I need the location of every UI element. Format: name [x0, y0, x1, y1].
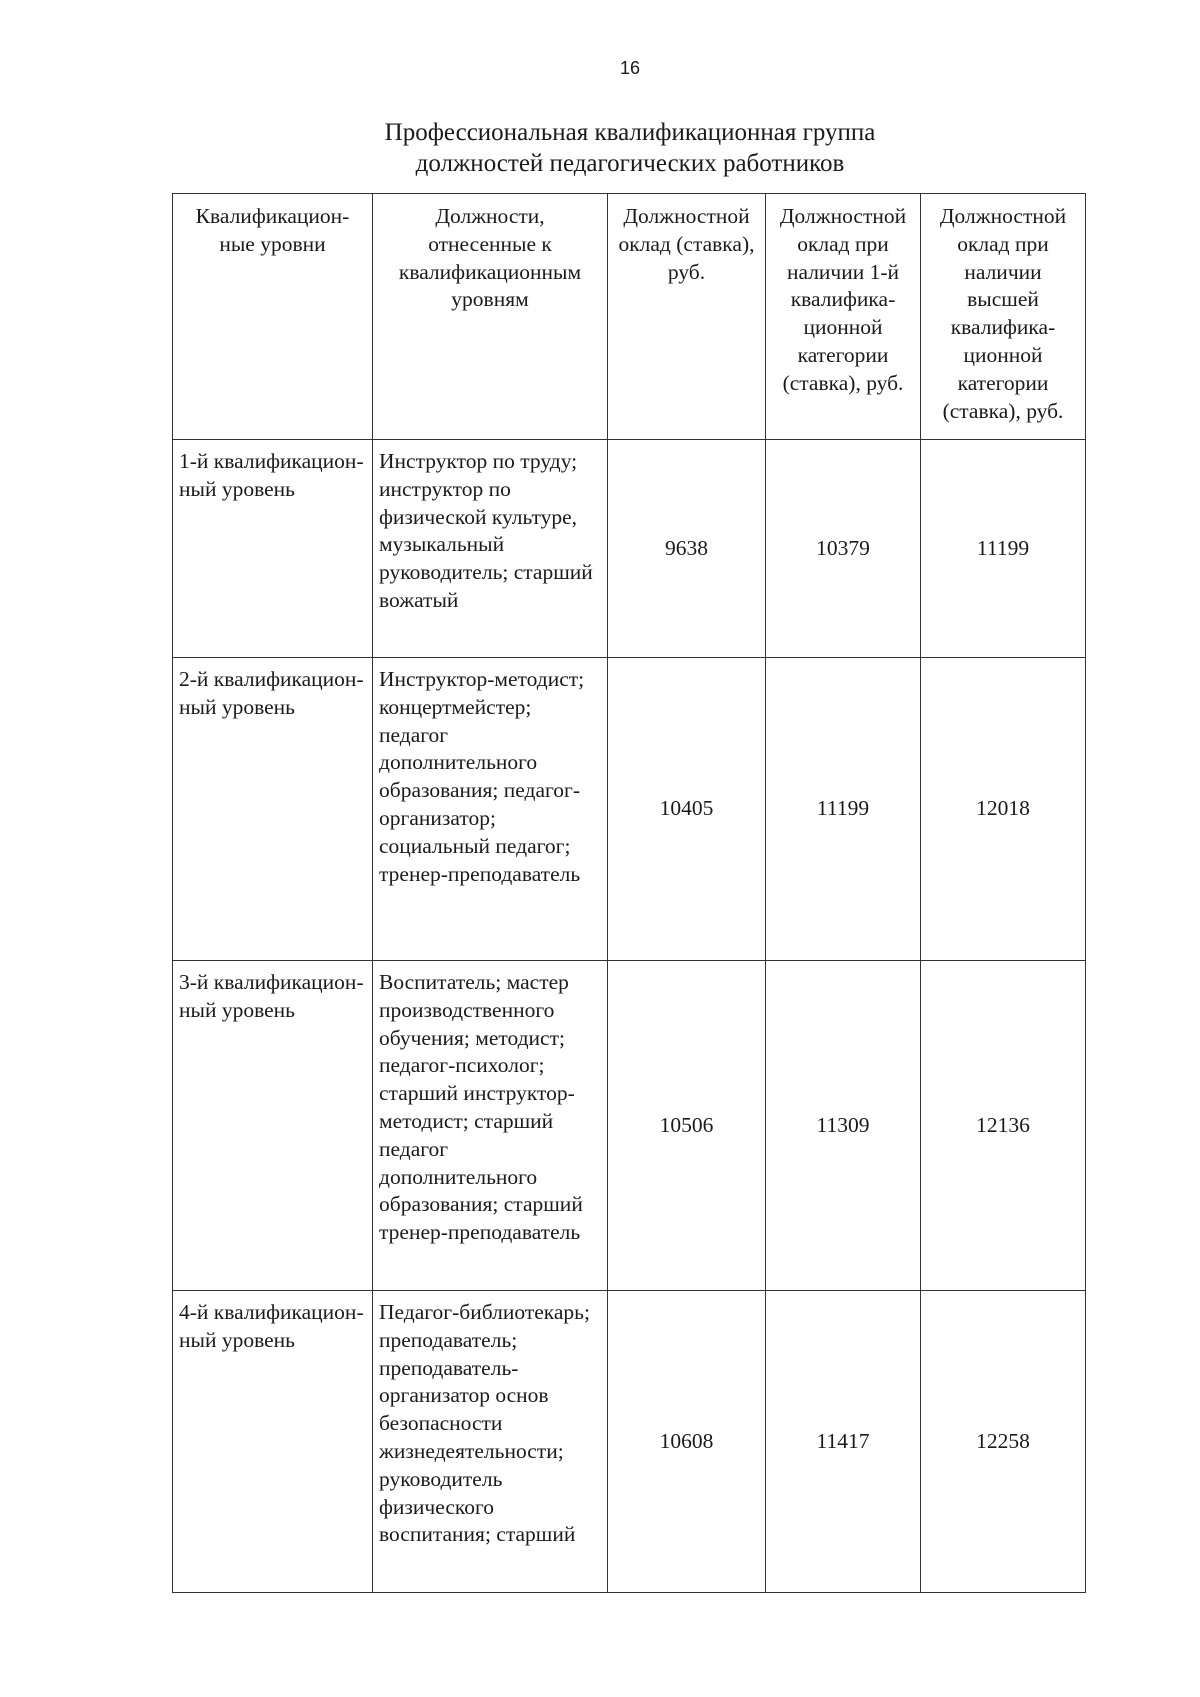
base-salary-cell: 10608 — [608, 1291, 766, 1593]
level-cell: 4-й квалификацион-ный уровень — [173, 1291, 373, 1593]
level-cell: 2-й квалификацион-ный уровень — [173, 658, 373, 961]
page-number: 16 — [619, 58, 641, 78]
header-positions: Должности, отнесенные к квалификационным уровням — [373, 194, 608, 440]
positions-cell: Инструктор-методист; концертмейстер; педагог дополнительного образования; педагог-организатор; социальный педагог; тренер-преподаватель — [373, 658, 608, 961]
positions-cell: Воспитатель; мастер производственного обучения; методист; педагог-психолог; старший инструктор-методист; старший педагог дополнительного образования; старший тренер-преподаватель — [373, 961, 608, 1291]
highest-category-salary-cell: 12018 — [921, 658, 1086, 961]
level-cell: 3-й квалификацион-ный уровень — [173, 961, 373, 1291]
qualification-table — [172, 193, 1086, 1593]
positions-cell: Инструктор по труду; инструктор по физической культуре, музыкальный руководитель; старший вожатый — [373, 440, 608, 658]
highest-category-salary-cell: 12258 — [921, 1291, 1086, 1593]
table-row — [173, 961, 1086, 1291]
first-category-salary-cell: 11417 — [766, 1291, 921, 1593]
document-title — [0, 117, 1200, 179]
positions-cell: Педагог-библиотекарь; преподаватель; преподаватель-организатор основ безопасности жизнедеятельности; руководитель физического воспитания; старший — [373, 1291, 608, 1593]
title-line-2: должностей педагогических работников — [415, 150, 845, 177]
table-row — [173, 658, 1086, 961]
title-line-1: Профессиональная квалификационная группа — [384, 119, 876, 146]
table-header-row — [173, 194, 1086, 440]
header-levels: Квалификацион-ные уровни — [173, 194, 373, 440]
header-base-salary: Должностной оклад (ставка), руб. — [608, 194, 766, 440]
first-category-salary-cell: 11309 — [766, 961, 921, 1291]
base-salary-cell: 10405 — [608, 658, 766, 961]
table-row — [173, 1291, 1086, 1593]
first-category-salary-cell: 10379 — [766, 440, 921, 658]
base-salary-cell: 9638 — [608, 440, 766, 658]
base-salary-cell: 10506 — [608, 961, 766, 1291]
first-category-salary-cell: 11199 — [766, 658, 921, 961]
level-cell: 1-й квалификацион-ный уровень — [173, 440, 373, 658]
header-highest-category-salary: Должностной оклад при наличии высшей квалифика-ционной категории (ставка), руб. — [921, 194, 1086, 440]
highest-category-salary-cell: 11199 — [921, 440, 1086, 658]
table-row — [173, 440, 1086, 658]
header-first-category-salary: Должностной оклад при наличии 1-й квалифика-ционной категории (ставка), руб. — [766, 194, 921, 440]
highest-category-salary-cell: 12136 — [921, 961, 1086, 1291]
